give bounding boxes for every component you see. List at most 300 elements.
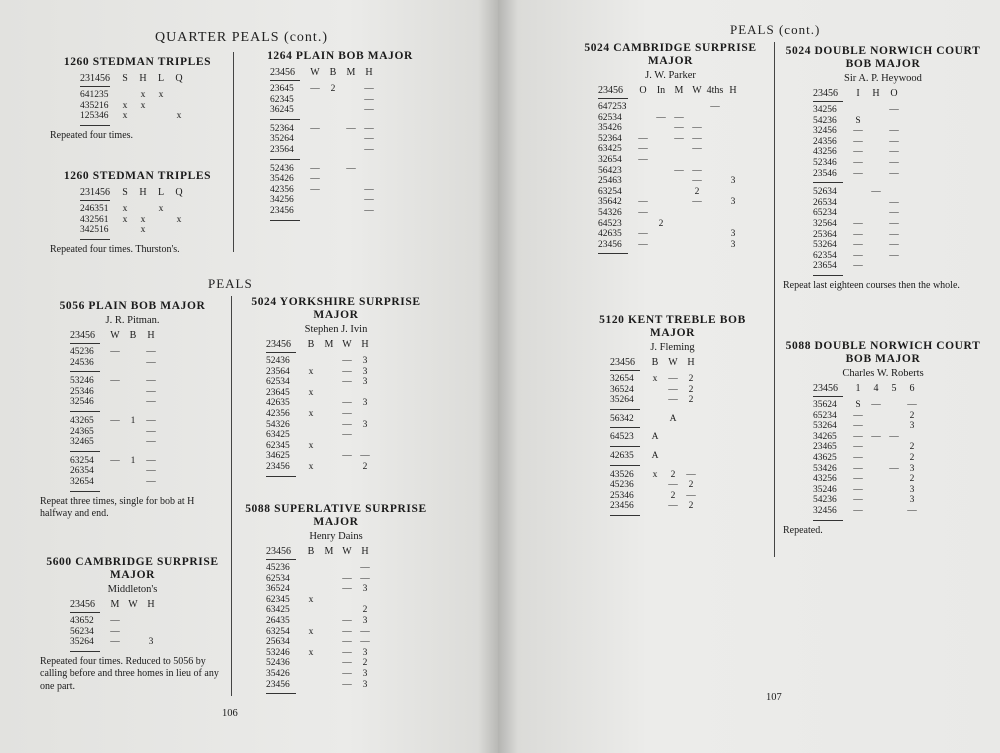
call-cell (867, 495, 885, 506)
call-cell: 3 (362, 356, 368, 366)
change-rows (813, 400, 983, 521)
column-header: H (139, 187, 147, 198)
row-lead: 23456 (270, 205, 294, 216)
column-header: 23456 (70, 599, 95, 610)
call-cell: — (364, 134, 374, 145)
row-lead: 35426 (270, 174, 294, 185)
call-cell (342, 84, 360, 95)
call-cell: — (360, 451, 370, 462)
call-cell: x (158, 90, 164, 100)
call-cell: — (889, 463, 899, 474)
call-cell (320, 584, 338, 595)
call-cell (670, 219, 688, 230)
call-cell (652, 123, 670, 134)
column-header: W (342, 339, 352, 350)
call-cell: — (668, 384, 678, 395)
call-cell (152, 215, 170, 226)
change-row (610, 395, 765, 406)
change-row (813, 230, 983, 241)
call-cell (688, 219, 706, 230)
call-cell: x (140, 214, 146, 225)
change-row (813, 495, 983, 506)
row-lead: 62354 (813, 250, 837, 261)
change-row (610, 451, 765, 462)
column-header: S (122, 187, 128, 198)
call-cell: — (889, 229, 899, 240)
change-row (813, 169, 983, 180)
row-lead: 26435 (266, 615, 290, 626)
call-cell: — (146, 426, 156, 437)
row-lead: 32456 (813, 505, 837, 516)
call-cell (302, 377, 320, 388)
change-row (266, 605, 436, 616)
call-cell (320, 409, 338, 420)
row-lead: 64725З (598, 102, 627, 112)
change-row (598, 166, 773, 177)
call-cell (124, 637, 142, 648)
call-cell (646, 501, 664, 512)
change-rows (80, 204, 225, 240)
composition-title: 5056 PLAIN BOB MAJOR (59, 300, 206, 312)
change-row (813, 219, 983, 230)
composition-block (580, 314, 765, 520)
call-cell: — (853, 250, 863, 261)
call-cell (320, 616, 338, 627)
call-cell (116, 90, 134, 101)
call-cell: x (122, 100, 128, 111)
call-cell: — (674, 123, 684, 134)
call-cell: x (652, 469, 658, 480)
call-cell: — (889, 136, 899, 147)
call-cell (652, 197, 670, 208)
call-cell: — (342, 668, 352, 679)
call-cell (706, 197, 724, 208)
change-row (813, 240, 983, 251)
call-cell: — (342, 647, 352, 658)
call-cell (724, 219, 742, 230)
change-row (70, 456, 225, 467)
call-cell (706, 240, 724, 251)
call-cell (124, 358, 142, 369)
call-cell: — (110, 347, 120, 357)
change-row (270, 105, 440, 116)
row-lead: 25364 (813, 229, 837, 240)
call-cell (152, 225, 170, 236)
rule-line (813, 275, 843, 276)
call-cell: x (176, 111, 182, 122)
composition-note: Repeated. (783, 524, 823, 536)
call-cell (320, 648, 338, 659)
change-row (813, 116, 983, 127)
call-cell: — (342, 408, 352, 419)
call-cell (356, 441, 374, 452)
change-row (813, 506, 983, 517)
row-lead: 62345 (266, 594, 290, 605)
call-cell (670, 176, 688, 187)
call-cell: — (853, 229, 863, 240)
call-cell (324, 124, 342, 135)
change-row (813, 137, 983, 148)
call-cell: — (674, 165, 684, 176)
call-cell: — (889, 250, 899, 261)
call-cell (124, 437, 142, 448)
change-row (266, 367, 436, 378)
call-cell: — (853, 218, 863, 229)
call-cell (124, 477, 142, 488)
call-cell: x (158, 204, 164, 214)
change-row (70, 627, 225, 638)
row-lead: 34256 (813, 105, 837, 115)
call-cell (338, 441, 356, 452)
rule-line (610, 427, 640, 428)
call-cell (652, 102, 670, 113)
column-header: O (639, 85, 647, 96)
change-row (270, 185, 440, 196)
row-lead: 32465 (70, 437, 94, 448)
change-row (80, 111, 225, 122)
call-cell: — (342, 398, 352, 409)
call-cell (682, 414, 700, 425)
call-cell: 3 (909, 495, 915, 506)
change-row (266, 595, 436, 606)
row-lead: 63425 (266, 605, 290, 616)
rule-line (266, 476, 296, 477)
composition-note: Repeat last eighteen courses then the whole. (783, 279, 960, 291)
call-cell: 2 (670, 490, 676, 501)
row-lead: 24536 (70, 357, 94, 368)
row-lead: 34256 (270, 195, 294, 206)
call-cell: x (176, 214, 182, 225)
row-lead: 54326 (266, 419, 290, 430)
change-row (598, 219, 773, 230)
change-row (266, 409, 436, 420)
column-header: I (856, 88, 860, 99)
call-cell (360, 174, 378, 185)
change-row (266, 627, 436, 638)
call-cell (342, 145, 360, 156)
call-cell: — (692, 133, 702, 144)
call-cell (134, 204, 152, 215)
column-header: M (346, 67, 356, 78)
call-cell (682, 451, 700, 462)
call-cell (885, 421, 903, 432)
call-cell (867, 240, 885, 251)
composition-title: 5024 YORKSHIRE SURPRISE MAJOR (251, 296, 421, 321)
call-cell: 3 (148, 637, 154, 648)
call-cell (320, 441, 338, 452)
call-cell: x (140, 225, 146, 236)
change-row (70, 358, 225, 369)
call-cell (320, 420, 338, 431)
call-cell: 3 (362, 419, 368, 430)
call-cell (634, 166, 652, 177)
change-row (813, 453, 983, 464)
call-cell: — (342, 366, 352, 377)
call-cell (302, 563, 320, 574)
row-lead: 25346 (70, 386, 94, 397)
call-cell (646, 480, 664, 491)
call-cell: — (674, 133, 684, 144)
composer-name: Charles W. Roberts (842, 368, 924, 379)
change-row (598, 155, 773, 166)
row-lead: 54236 (813, 495, 837, 506)
call-cell (867, 453, 885, 464)
call-cell (320, 595, 338, 606)
call-cell: — (146, 357, 156, 368)
rule-line (813, 182, 843, 183)
change-row (813, 485, 983, 496)
call-cell: — (889, 197, 899, 208)
call-cell: — (364, 105, 374, 116)
page-number: 106 (222, 708, 238, 719)
call-cell (867, 506, 885, 517)
call-cell (302, 605, 320, 616)
column-header-row (70, 599, 225, 610)
change-row (610, 385, 765, 396)
call-cell: x (308, 626, 314, 637)
call-cell (320, 669, 338, 680)
row-lead: 32564 (813, 218, 837, 229)
row-lead: 64523 (610, 432, 634, 443)
call-cell (124, 376, 142, 387)
call-cell (706, 134, 724, 145)
call-cell (342, 134, 360, 145)
call-cell: A (651, 432, 659, 443)
call-cell: — (668, 501, 678, 512)
row-lead: 52436 (266, 658, 290, 669)
call-cell: — (342, 430, 352, 441)
rule-line (270, 220, 300, 221)
call-cell: — (146, 455, 156, 466)
call-cell: — (310, 184, 320, 195)
row-lead: 36245 (270, 105, 294, 116)
call-cell (867, 116, 885, 127)
change-row (813, 208, 983, 219)
column-header: In (656, 85, 666, 96)
call-cell (302, 398, 320, 409)
rule-line (813, 520, 843, 521)
call-cell: — (110, 637, 120, 648)
row-lead: 23456 (610, 501, 634, 512)
call-cell: 2 (362, 461, 368, 472)
call-cell (867, 105, 885, 116)
call-cell (342, 95, 360, 106)
call-cell: — (692, 176, 702, 187)
change-row (610, 470, 765, 481)
row-lead: 246351 (80, 204, 109, 214)
rule-line (813, 396, 843, 397)
call-cell: — (638, 239, 648, 250)
row-lead: 52364 (270, 123, 294, 134)
call-cell (356, 409, 374, 420)
row-lead: 45236 (70, 347, 94, 357)
call-cell (342, 195, 360, 206)
call-cell (106, 397, 124, 408)
call-cell: — (364, 195, 374, 206)
change-row (266, 441, 436, 452)
change-rows (813, 105, 983, 276)
change-row (266, 451, 436, 462)
call-cell: — (889, 208, 899, 219)
call-cell (724, 102, 742, 113)
call-cell (664, 451, 682, 462)
change-row (598, 187, 773, 198)
call-cell: — (310, 123, 320, 134)
call-cell (706, 176, 724, 187)
call-cell (652, 229, 670, 240)
row-lead: 35426 (598, 123, 622, 134)
call-cell: 3 (362, 366, 368, 377)
row-lead: 23654 (813, 261, 837, 272)
column-header: 23456 (270, 67, 295, 78)
call-cell (688, 229, 706, 240)
call-cell: 1 (130, 455, 136, 466)
call-cell: — (310, 174, 320, 185)
row-lead: 63425 (598, 144, 622, 155)
call-cell (338, 388, 356, 399)
row-lead: 53264 (813, 240, 837, 251)
call-cell (885, 411, 903, 422)
call-cell: — (889, 240, 899, 251)
row-lead: 24365 (70, 426, 94, 437)
call-cell: 3 (909, 421, 915, 432)
call-cell: — (907, 505, 917, 516)
peals-cont-heading: PEALS (cont.) (730, 22, 821, 37)
call-cell: — (342, 584, 352, 595)
row-lead: 25634 (266, 637, 290, 648)
composer-name: J. W. Parker (645, 70, 696, 81)
call-cell: 3 (362, 584, 368, 595)
rule-line (70, 371, 100, 372)
call-cell (320, 367, 338, 378)
row-lead: 25346 (610, 490, 634, 501)
left-page (0, 0, 498, 753)
composer-name: J. Fleming (650, 342, 695, 353)
call-cell: — (638, 207, 648, 218)
call-cell (652, 155, 670, 166)
call-cell (670, 187, 688, 198)
column-header-row (266, 339, 436, 350)
row-lead: 23645 (266, 387, 290, 398)
call-cell (106, 477, 124, 488)
call-cell (724, 134, 742, 145)
call-cell (885, 442, 903, 453)
call-cell: x (140, 90, 146, 100)
rule-line (270, 159, 300, 160)
change-row (813, 464, 983, 475)
call-cell: x (308, 647, 314, 658)
call-cell (670, 155, 688, 166)
change-row (70, 437, 225, 448)
composition-title: 5024 CAMBRIDGE SURPRISE MAJOR (584, 42, 757, 67)
change-row (598, 144, 773, 155)
change-row (266, 398, 436, 409)
call-cell (338, 563, 356, 574)
change-row (270, 195, 440, 206)
call-cell (338, 595, 356, 606)
call-cell (320, 680, 338, 691)
call-cell: x (122, 111, 128, 122)
call-cell (652, 208, 670, 219)
row-lead: 42356 (270, 184, 294, 195)
call-cell (320, 658, 338, 669)
change-row (266, 658, 436, 669)
call-cell: — (364, 205, 374, 216)
row-lead: 54236 (813, 115, 837, 126)
row-lead: 43625 (813, 452, 837, 463)
column-header-row (270, 67, 440, 78)
call-cell (885, 495, 903, 506)
call-cell: x (122, 204, 128, 214)
call-cell: 2 (909, 442, 915, 453)
rule-line (70, 651, 100, 652)
call-cell (724, 187, 742, 198)
row-lead: 62534 (598, 112, 622, 123)
call-cell: — (853, 474, 863, 485)
rule-line (598, 98, 628, 99)
call-cell: — (360, 563, 370, 573)
call-cell (670, 240, 688, 251)
call-cell (134, 111, 152, 122)
call-cell (356, 595, 374, 606)
change-row (70, 416, 225, 427)
composer-name: Henry Dains (309, 531, 363, 542)
row-lead: 25463 (598, 176, 622, 187)
call-cell (106, 437, 124, 448)
row-lead: 42635 (598, 229, 622, 240)
call-cell (652, 166, 670, 177)
call-cell: 2 (688, 374, 694, 384)
row-lead: 45236 (610, 480, 634, 491)
call-cell: — (889, 218, 899, 229)
call-cell (634, 176, 652, 187)
change-row (270, 164, 440, 175)
column-header-row (610, 357, 765, 368)
call-cell (867, 230, 885, 241)
call-cell (724, 144, 742, 155)
call-cell: — (692, 144, 702, 155)
row-lead: 52436 (266, 356, 290, 366)
call-cell (324, 145, 342, 156)
call-cell (338, 605, 356, 616)
call-cell: — (674, 112, 684, 123)
call-cell: — (110, 626, 120, 637)
row-lead: 32456 (813, 126, 837, 137)
call-cell (706, 155, 724, 166)
rule-line (80, 200, 110, 201)
call-cell (706, 208, 724, 219)
call-cell: x (140, 100, 146, 111)
row-lead: 56342 (610, 413, 634, 424)
rule-line (70, 612, 100, 613)
call-cell (849, 208, 867, 219)
call-cell (302, 584, 320, 595)
column-header: 23456 (70, 330, 95, 341)
change-row (266, 680, 436, 691)
composition-block (568, 42, 773, 258)
call-cell (302, 637, 320, 648)
call-cell: — (889, 147, 899, 158)
call-cell: — (871, 187, 881, 198)
call-cell: — (146, 376, 156, 387)
call-cell: — (853, 431, 863, 442)
row-lead: 42635 (610, 450, 634, 461)
call-cell: — (146, 476, 156, 487)
call-cell (849, 198, 867, 209)
composition-block (40, 300, 225, 521)
column-header: M (324, 339, 334, 350)
column-header: W (692, 85, 702, 96)
